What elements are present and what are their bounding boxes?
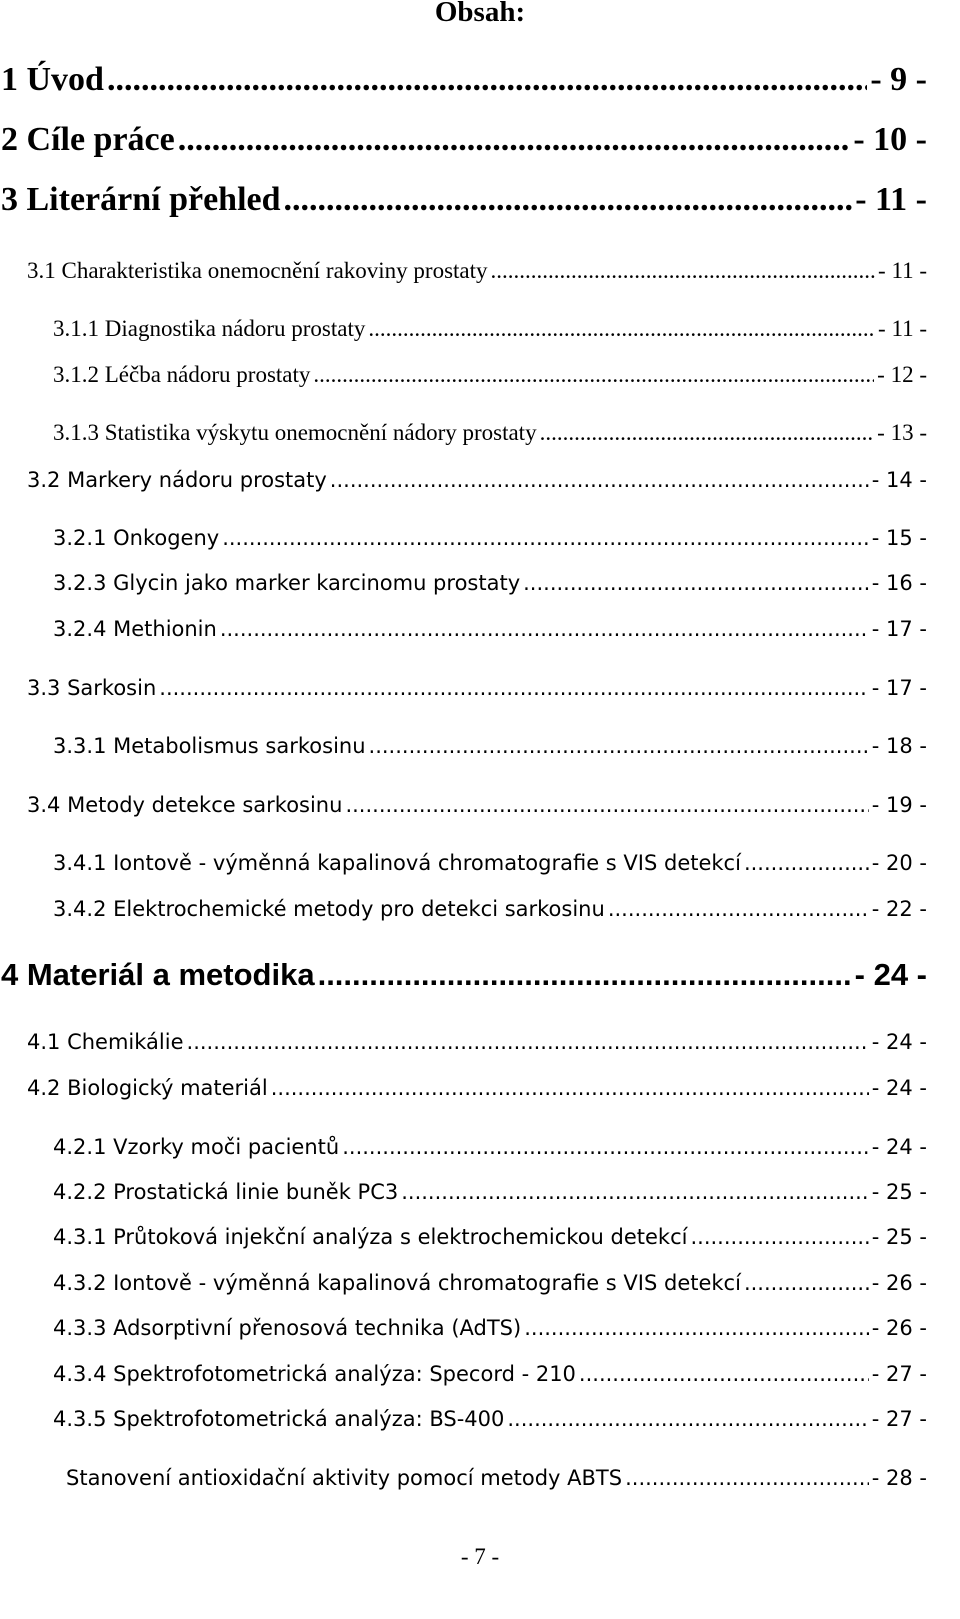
toc-leader-dots: [540, 418, 875, 448]
toc-entry[interactable]: [53, 1268, 927, 1298]
toc-entry-page: - 19 -: [871, 793, 927, 817]
toc-entry-page: - 17 -: [871, 617, 927, 641]
toc-entry-title: 3.3 Sarkosin: [27, 676, 157, 700]
toc-entry[interactable]: [53, 1359, 927, 1389]
toc-leader-dots: [401, 1177, 869, 1207]
toc-entry[interactable]: [53, 360, 927, 390]
toc-entry-title: 3.2.1 Onkogeny: [53, 526, 220, 550]
toc-entry-title: 1 Úvod: [1, 61, 104, 98]
toc-entry[interactable]: [27, 673, 927, 703]
toc-leader-dots: [369, 731, 869, 761]
toc-entry-title: 4 Materiál a metodika: [1, 957, 315, 992]
toc-entry[interactable]: [1, 953, 927, 997]
toc-entry-title: 3.4.2 Elektrochemické metody pro detekci sarkosinu: [53, 897, 605, 921]
page-title: Obsah:: [434, 0, 526, 28]
toc-entry[interactable]: [53, 523, 927, 553]
toc-leader-dots: [608, 894, 869, 924]
toc-entry-page: - 17 -: [871, 676, 927, 700]
toc-entry[interactable]: [53, 1313, 927, 1343]
toc-entry-page: - 22 -: [871, 897, 927, 921]
toc-entry[interactable]: [53, 731, 927, 761]
toc-entry-title: 4.2.1 Vzorky moči pacientů: [53, 1135, 340, 1159]
toc-entry-page: - 24 -: [871, 1030, 927, 1054]
toc-entry[interactable]: [53, 568, 927, 598]
toc-leader-dots: [744, 848, 869, 878]
toc-entry-title: 3.1.3 Statistika výskytu onemocnění nádory prostaty: [53, 420, 537, 445]
toc-entry-page: - 28 -: [871, 1466, 927, 1490]
toc-entry-page: - 11 -: [855, 181, 927, 218]
toc-leader-dots: [187, 1027, 869, 1057]
toc-entry-title: 3 Literární přehled: [1, 181, 281, 218]
toc-leader-dots: [744, 1268, 869, 1298]
toc-entry-page: - 27 -: [871, 1362, 927, 1386]
toc-entry-title: 3.2.4 Methionin: [53, 617, 217, 641]
toc-entry-page: - 24 -: [871, 1135, 927, 1159]
toc-leader-dots: [523, 568, 869, 598]
toc-entry[interactable]: [53, 314, 927, 344]
toc-entry-page: - 24 -: [871, 1076, 927, 1100]
toc-leader-dots: [159, 673, 869, 703]
toc-entry[interactable]: [27, 256, 927, 286]
toc-entry-page: - 13 -: [877, 420, 927, 445]
page-number: - 7 -: [460, 1544, 500, 1569]
toc-entry-page: - 16 -: [871, 571, 927, 595]
toc-leader-dots: [178, 118, 851, 162]
toc-entry[interactable]: [27, 1073, 927, 1103]
toc-entry[interactable]: [66, 1463, 927, 1493]
toc-entry[interactable]: [53, 1404, 927, 1434]
toc-entry[interactable]: [1, 118, 927, 162]
toc-entry-title: 3.1.2 Léčba nádoru prostaty: [53, 362, 311, 387]
toc-leader-dots: [491, 256, 876, 286]
toc-entry-title: 2 Cíle práce: [1, 121, 175, 158]
toc-leader-dots: [318, 953, 852, 997]
toc-entry[interactable]: [53, 1222, 927, 1252]
toc-entry[interactable]: [27, 1027, 927, 1057]
toc-leader-dots: [271, 1073, 869, 1103]
toc-entry-title: 4.3.5 Spektrofotometrická analýza: BS-400: [53, 1407, 505, 1431]
toc-entry[interactable]: [53, 848, 927, 878]
toc-entry[interactable]: [27, 465, 927, 495]
toc-leader-dots: [625, 1463, 869, 1493]
toc-entry-page: - 11 -: [878, 316, 927, 341]
toc-entry-title: 3.1.1 Diagnostika nádoru prostaty: [53, 316, 366, 341]
toc-entry-title: 4.2.2 Prostatická linie buněk PC3: [53, 1180, 399, 1204]
toc-entry-title: 4.2 Biologický materiál: [27, 1076, 268, 1100]
toc-entry[interactable]: [1, 58, 927, 102]
toc-entry[interactable]: [53, 894, 927, 924]
toc-leader-dots: [690, 1222, 868, 1252]
toc-leader-dots: [342, 1132, 869, 1162]
toc-entry-page: - 10 -: [853, 121, 927, 158]
toc-entry[interactable]: [1, 178, 927, 222]
toc-leader-dots: [507, 1404, 868, 1434]
toc-entry-title: 3.1 Charakteristika onemocnění rakoviny prostaty: [27, 258, 488, 283]
toc-leader-dots: [579, 1359, 869, 1389]
toc-entry-page: - 25 -: [871, 1225, 927, 1249]
toc-entry-page: - 15 -: [871, 526, 927, 550]
toc-entry-title: 3.2.3 Glycin jako marker karcinomu prostaty: [53, 571, 521, 595]
toc-entry-page: - 18 -: [871, 734, 927, 758]
toc-entry-title: 4.3.1 Průtoková injekční analýza s elektrochemickou detekcí: [53, 1225, 688, 1249]
toc-entry[interactable]: [53, 1177, 927, 1207]
toc-entry-page: - 26 -: [871, 1271, 927, 1295]
toc-entry-title: 4.3.3 Adsorptivní přenosová technika (AdTS): [53, 1316, 522, 1340]
toc-entry-title: Stanovení antioxidační aktivity pomocí metody ABTS: [66, 1466, 623, 1490]
toc-leader-dots: [220, 614, 869, 644]
toc-entry[interactable]: [27, 790, 927, 820]
toc-entry[interactable]: [53, 1132, 927, 1162]
toc-entry-page: - 12 -: [877, 362, 927, 387]
toc-leader-dots: [368, 314, 875, 344]
toc-leader-dots: [284, 178, 853, 222]
toc-entry-title: 4.1 Chemikálie: [27, 1030, 184, 1054]
toc-leader-dots: [107, 58, 867, 102]
toc-entry-title: 3.3.1 Metabolismus sarkosinu: [53, 734, 366, 758]
toc-entry-page: - 24 -: [854, 957, 927, 992]
toc-entry-page: - 14 -: [871, 468, 927, 492]
toc-entry-page: - 9 -: [870, 61, 927, 98]
toc-entry-page: - 20 -: [871, 851, 927, 875]
toc-entry-title: 3.2 Markery nádoru prostaty: [27, 468, 327, 492]
toc-leader-dots: [222, 523, 869, 553]
toc-entry-page: - 25 -: [871, 1180, 927, 1204]
toc-entry-page: - 27 -: [871, 1407, 927, 1431]
toc-entry[interactable]: [53, 614, 927, 644]
toc-entry-title: 4.3.4 Spektrofotometrická analýza: Specord - 210: [53, 1362, 576, 1386]
toc-leader-dots: [524, 1313, 869, 1343]
toc-entry-title: 3.4 Metody detekce sarkosinu: [27, 793, 343, 817]
toc-entry-page: - 11 -: [878, 258, 927, 283]
toc-entry-page: - 26 -: [871, 1316, 927, 1340]
toc-entry-title: 4.3.2 Iontově - výměnná kapalinová chromatografie s VIS detekcí: [53, 1271, 741, 1295]
toc-leader-dots: [313, 360, 874, 390]
toc-leader-dots: [345, 790, 868, 820]
toc-entry[interactable]: [53, 418, 927, 448]
toc-leader-dots: [330, 465, 869, 495]
toc-entry-title: 3.4.1 Iontově - výměnná kapalinová chromatografie s VIS detekcí: [53, 851, 741, 875]
